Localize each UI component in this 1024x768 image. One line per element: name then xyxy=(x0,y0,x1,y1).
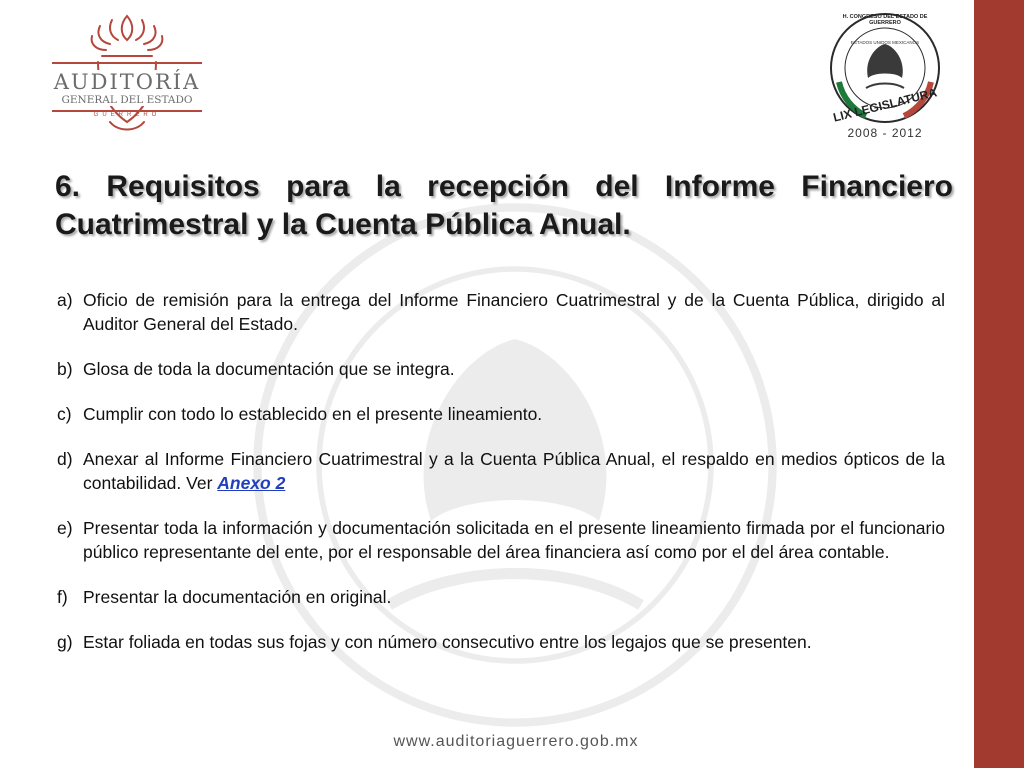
anexo-2-link[interactable]: Anexo 2 xyxy=(217,473,286,493)
item-marker: e) xyxy=(57,518,73,538)
legislatura-label: LIX LEGISLATURA xyxy=(831,85,939,125)
item-text: Estar foliada en todas sus fojas y con número consecutivo entre los legajos que se presenten. xyxy=(83,632,812,652)
auditoria-subtitle: GENERAL DEL ESTADO xyxy=(52,94,202,106)
item-marker: f) xyxy=(57,587,68,607)
item-text: Oficio de remisión para la entrega del Informe Financiero Cuatrimestral y de la Cuenta Pública, dirigido al Auditor General del Estado. xyxy=(83,290,945,334)
item-marker: c) xyxy=(57,404,72,424)
auditoria-state: GUERRERO xyxy=(93,112,161,118)
legislatura-years: 2008 - 2012 xyxy=(847,126,923,140)
item-marker: d) xyxy=(57,449,73,469)
requirements-list xyxy=(57,288,945,675)
congreso-ring-text: H. CONGRESO DEL ESTADO DE GUERRERO xyxy=(842,14,928,26)
list-item xyxy=(57,585,945,609)
auditoria-title: AUDITORÍA xyxy=(53,70,201,94)
list-item xyxy=(57,357,945,381)
slide-title: 6. Requisitos para la recepción del Informe Financiero Cuatrimestral y la Cuenta Pública Anual. xyxy=(55,170,953,241)
footer-url: www.auditoriaguerrero.gob.mx xyxy=(393,733,639,750)
item-marker: g) xyxy=(57,632,73,652)
auditoria-logo xyxy=(52,12,202,140)
item-text: Glosa de toda la documentación que se integra. xyxy=(83,359,455,379)
accent-band xyxy=(974,0,1024,768)
congreso-logo xyxy=(826,12,944,146)
item-marker: a) xyxy=(57,290,73,310)
list-item xyxy=(57,402,945,426)
item-marker: b) xyxy=(57,359,73,379)
item-text: Presentar toda la información y documentación solicitada en el presente lineamiento firmada por el funcionario público representante del ente, por el responsable del área financiera así como por el del área contable. xyxy=(83,518,945,562)
item-text: Anexar al Informe Financiero Cuatrimestral y a la Cuenta Pública Anual, el respaldo en medios ópticos de la contabilidad. Ver xyxy=(83,449,945,493)
item-text: Presentar la documentación en original. xyxy=(83,587,392,607)
list-item xyxy=(57,288,945,336)
list-item xyxy=(57,630,945,654)
list-item xyxy=(57,516,945,564)
item-text: Cumplir con todo lo establecido en el presente lineamiento. xyxy=(83,404,543,424)
congreso-inner-text: ESTADOS UNIDOS MEXICANOS xyxy=(850,40,920,45)
list-item xyxy=(57,447,945,495)
